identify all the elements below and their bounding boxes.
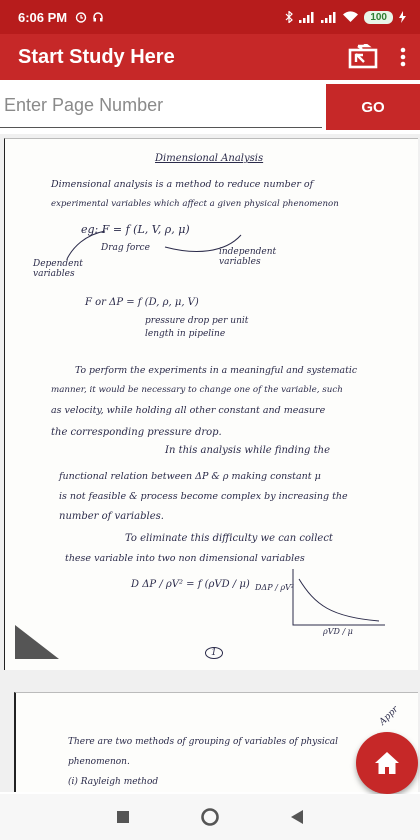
doc-line: Dependent variables (33, 259, 83, 279)
doc-line: To perform the experiments in a meaningful and systematic (75, 365, 358, 376)
document-page-2 (14, 692, 418, 792)
doc-page-number: 1 (205, 647, 223, 659)
curve-graph (289, 567, 389, 631)
doc-line: independent variables (219, 247, 277, 267)
doc-title: Dimensional Analysis (155, 153, 264, 164)
app-bar (0, 34, 420, 80)
doc-line: number of variables. (59, 511, 164, 522)
doc-line: the corresponding pressure drop. (51, 427, 222, 438)
circle-icon (200, 807, 220, 827)
home-nav-button[interactable] (195, 802, 225, 832)
doc-line: eg: F = f (L, V, ρ, μ) (81, 223, 190, 236)
doc-line: D ΔP / ρV² = f (ρVD / μ) (131, 579, 250, 590)
signal-icon (299, 12, 315, 23)
app-title: Start Study Here (18, 45, 175, 68)
home-icon (374, 751, 400, 775)
doc-line: phenomenon. (68, 757, 130, 767)
headset-icon (92, 11, 104, 23)
status-right-icons (285, 11, 406, 24)
status-left-icons (75, 11, 104, 23)
go-button[interactable]: GO (326, 84, 420, 130)
doc-line: is not feasible & process become complex by increasing the (59, 491, 348, 502)
document-viewer[interactable] (0, 134, 420, 792)
doc-line: Dimensional analysis is a method to reduce number of (51, 179, 314, 190)
home-button[interactable] (356, 732, 418, 794)
document-page-1 (4, 138, 418, 670)
doc-margin-note: Appr (377, 704, 401, 728)
page-corner-mark (15, 625, 59, 659)
doc-line: DΔP / ρV² (255, 583, 295, 592)
doc-line: pressure drop per unit length in pipeline (145, 316, 249, 339)
doc-line: (i) Rayleigh method (68, 777, 159, 787)
charging-icon (399, 11, 406, 23)
doc-line: F or ΔP = f (D, ρ, μ, V) (85, 297, 199, 308)
wifi-icon (343, 11, 358, 23)
doc-line: manner, it would be necessary to change one of the variable, such (51, 385, 343, 395)
square-icon (116, 810, 130, 824)
doc-line: as velocity, while holding all other constant and measure (51, 405, 326, 416)
alarm-icon (75, 11, 87, 23)
status-time: 6:06 PM (18, 9, 68, 25)
battery-indicator: 100 (364, 11, 393, 24)
doc-line: these variable into two non dimensional variables (65, 553, 305, 564)
doc-line: functional relation between ΔP & ρ making constant μ (59, 471, 321, 482)
status-bar (0, 0, 420, 34)
page-search-row (0, 84, 420, 130)
bluetooth-icon (285, 11, 293, 23)
recents-button[interactable] (108, 802, 138, 832)
page-number-input[interactable] (0, 84, 322, 128)
doc-line: Drag force (101, 243, 150, 253)
app-actions (348, 44, 406, 70)
doc-line: experimental variables which affect a given physical phenomenon (51, 199, 339, 209)
back-triangle-icon (290, 809, 304, 825)
signal-icon-2 (321, 12, 337, 23)
doc-line: ρVD / μ (323, 627, 353, 636)
doc-line: In this analysis while finding the (165, 445, 330, 456)
system-nav-bar (0, 794, 420, 840)
drag-force-arrow (65, 225, 265, 265)
doc-line: To eliminate this difficulty we can collect (125, 533, 333, 544)
doc-line: There are two methods of grouping of variables of physical (68, 737, 339, 747)
more-vert-icon[interactable] (400, 47, 406, 67)
cast-return-icon[interactable] (348, 44, 380, 70)
back-button[interactable] (282, 802, 312, 832)
